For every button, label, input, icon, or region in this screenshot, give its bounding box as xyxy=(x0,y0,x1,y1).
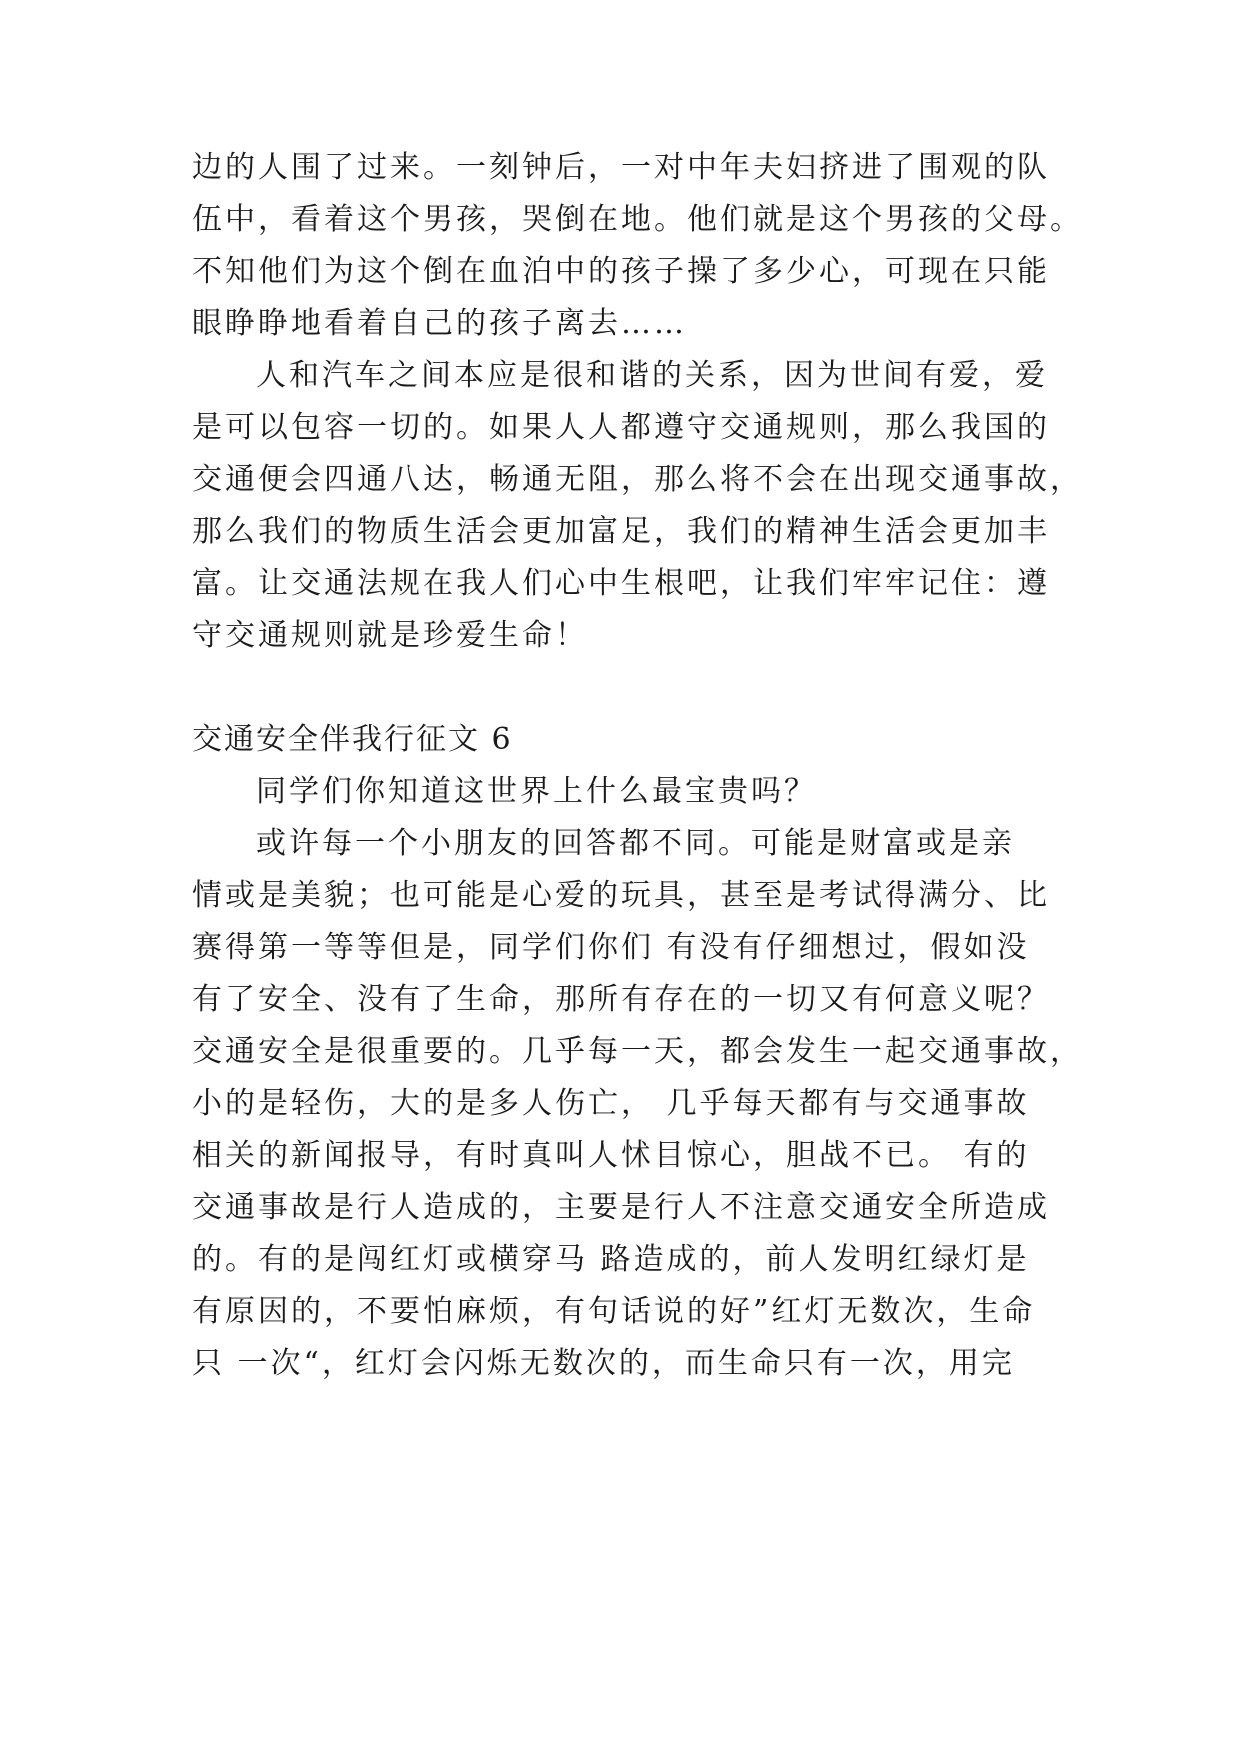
para4-line-6: 小的是轻伤，大的是多人伤亡， 几乎每天都有与交通事故 xyxy=(192,1086,1030,1121)
para2-line-1: 人和汽车之间本应是很和谐的关系，因为世间有爱，爱 xyxy=(256,358,1048,393)
para4-line-8: 交通事故是行人造成的，主要是行人不注意交通安全所造成 xyxy=(192,1190,1050,1225)
para4-line-5: 交通安全是很重要的。几乎每一天，都会发生一起交通事故， xyxy=(192,1034,1083,1069)
para4-line-11: 只 一次“，红灯会闪烁无数次的，而生命只有一次，用完 xyxy=(192,1346,1015,1381)
para3-line-1: 同学们你知道这世界上什么最宝贵吗？ xyxy=(256,774,817,809)
para2-line-3: 交通便会四通八达，畅通无阻，那么将不会在出现交通事故， xyxy=(192,462,1083,497)
para2-line-5: 富。让交通法规在我人们心中生根吧，让我们牢牢记住：遵 xyxy=(192,566,1050,601)
para1-line-2: 伍中，看着这个男孩，哭倒在地。他们就是这个男孩的父母。 xyxy=(192,202,1083,237)
para4-line-7: 相关的新闻报导，有时真叫人怵目惊心，胆战不已。 有的 xyxy=(192,1138,1030,1173)
para2-line-4: 那么我们的物质生活会更加富足，我们的精神生活会更加丰 xyxy=(192,514,1050,549)
section-title: 交通安全伴我行征文 6 xyxy=(192,722,513,757)
para4-line-4: 有了安全、没有了生命，那所有存在的一切又有何意义呢？ xyxy=(192,982,1050,1017)
para4-line-1: 或许每一个小朋友的回答都不同。可能是财富或是亲 xyxy=(256,826,1015,861)
para4-line-10: 有原因的，不要怕麻烦，有句话说的好”红灯无数次，生命 xyxy=(192,1294,1036,1329)
para1-line-3: 不知他们为这个倒在血泊中的孩子操了多少心，可现在只能 xyxy=(192,254,1050,289)
para2-line-2: 是可以包容一切的。如果人人都遵守交通规则，那么我国的 xyxy=(192,410,1050,445)
para4-line-2: 情或是美貌；也可能是心爱的玩具，甚至是考试得满分、比 xyxy=(192,878,1050,913)
para1-line-1: 边的人围了过来。一刻钟后，一对中年夫妇挤进了围观的队 xyxy=(192,150,1050,185)
para4-line-9: 的。有的是闯红灯或横穿马 路造成的，前人发明红绿灯是 xyxy=(192,1242,1030,1277)
para4-line-3: 赛得第一等等但是，同学们你们 有没有仔细想过，假如没 xyxy=(192,930,1030,965)
para1-line-4: 眼睁睁地看着自己的孩子离去…… xyxy=(192,306,687,341)
para2-line-6: 守交通规则就是珍爱生命！ xyxy=(192,618,588,653)
